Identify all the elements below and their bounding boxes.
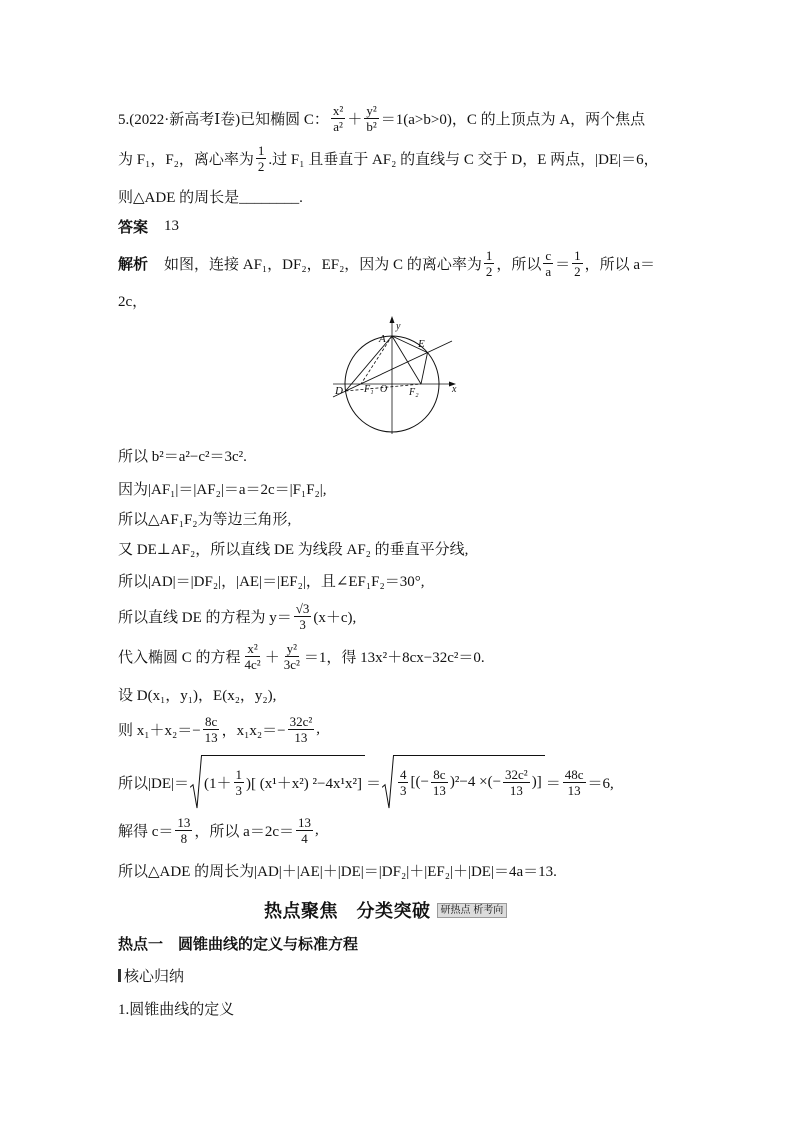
fraction [543, 248, 553, 279]
solution-line-3 [118, 443, 247, 467]
section-marker-bar-icon [118, 969, 121, 982]
hot-point-1-heading [118, 931, 358, 955]
numerator: 1 [574, 247, 581, 263]
denominator: 3 [235, 783, 243, 798]
solution-text: (x＋c), [313, 609, 357, 626]
fraction [282, 641, 302, 672]
denominator: 2 [257, 158, 265, 174]
section-heading [264, 898, 507, 922]
radical-2 [382, 755, 545, 809]
solution-line-8 [118, 596, 356, 636]
solution-line-10 [118, 682, 276, 706]
denominator: b² [366, 118, 377, 134]
numerator: 1 [235, 767, 243, 782]
plus-sign: ＋ [264, 649, 280, 666]
fraction [398, 767, 409, 798]
fraction [431, 767, 448, 798]
radical-text: )²−4 ×(− [449, 774, 502, 790]
solution-text: 代入椭圆 C 的方程 [118, 649, 241, 666]
label-y: y [396, 321, 401, 332]
equals-sign: ＝ [365, 775, 381, 792]
denominator: a [545, 263, 552, 279]
line-de [333, 341, 452, 397]
solution-text: 所以直线 DE 的方程为 y＝ [118, 609, 292, 626]
solution-line-9 [118, 636, 485, 676]
core-summary-heading [118, 963, 184, 987]
solution-text: 解得 c＝ [118, 823, 174, 840]
solution-line-7 [118, 568, 424, 592]
radical-text: (1＋ [204, 776, 232, 792]
solution-line-4 [118, 476, 327, 500]
denominator: 13 [567, 782, 581, 798]
solution-text: 所以|AD|＝|DF₂|，|AE|＝|EF₂|，且∠EF₁F₂＝30°, [118, 573, 425, 590]
equals-sign: ＝ [545, 775, 561, 792]
fraction [175, 815, 192, 846]
denominator: 8 [180, 830, 188, 846]
label-e: E [418, 338, 425, 350]
definition-item-1: 1.圆锥曲线的定义 [118, 1001, 235, 1018]
solution-label: 解析 [118, 256, 149, 273]
solution-text: 所以|DE|＝ [118, 775, 190, 792]
numerator: 48c [564, 766, 584, 782]
solution-text: , [316, 720, 321, 737]
answer-label: 答案 [118, 219, 149, 236]
denominator: 13 [204, 729, 218, 745]
numerator: x² [332, 102, 344, 118]
numerator: 1 [257, 142, 265, 158]
solution-line-14 [118, 858, 557, 882]
radical-1 [190, 755, 365, 809]
denominator: 3 [299, 616, 306, 632]
solution-text: ，所以 a＝ [584, 256, 656, 273]
label-a: A [379, 333, 386, 345]
radical-1-body [202, 755, 365, 809]
solution-line-5 [118, 506, 291, 530]
fraction [243, 641, 263, 672]
fraction [572, 248, 583, 279]
solution-text: , [315, 821, 319, 838]
y-axis-arrow [390, 316, 395, 323]
denominator: 4c² [244, 656, 261, 672]
problem-text: .过 F₁ 且垂直于 AF₂ 的直线与 C 交于 D，E 两点，|DE|＝6， [268, 151, 659, 168]
answer-line [118, 214, 179, 238]
label-x: x [452, 384, 457, 395]
radical-text: )] [531, 774, 542, 790]
solution-line-11 [118, 709, 320, 749]
list-item [118, 996, 234, 1020]
ellipse-figure [325, 312, 465, 437]
numerator: 8c [433, 767, 446, 782]
section-title: 热点聚焦 分类突破 [264, 901, 431, 921]
solution-line-13 [118, 810, 319, 850]
solution-text: ，x₁x₂＝− [221, 722, 286, 739]
radical-sign-icon [382, 755, 394, 809]
solution-text: 又 DE⊥AF₂，所以直线 DE 为线段 AF₂ 的垂直平分线, [118, 541, 469, 558]
numerator: 32c² [505, 767, 528, 782]
fraction [484, 248, 495, 279]
fraction [234, 767, 245, 798]
solution-text: 所以△AF₁F₂为等边三角形, [118, 511, 292, 528]
solution-text: 如图，连接 AF₁，DF₂，EF₂，因为 C 的离心率为 [164, 256, 482, 273]
solution-text: ，所以 [496, 256, 542, 273]
numerator: 8c [205, 713, 218, 729]
label-d: D [335, 385, 343, 397]
problem-line-2 [118, 138, 659, 178]
solution-text: 则 x₁＋x₂＝− [118, 722, 201, 739]
problem-line-3 [118, 184, 303, 208]
problem-text: 则△ADE 的周长是________. [118, 189, 303, 206]
numerator: 4 [399, 767, 407, 782]
fraction [203, 714, 220, 745]
numerator: y² [286, 640, 297, 656]
denominator: 3c² [283, 656, 300, 672]
radical-text: )[ (x¹＋x²) ²−4x¹x²] [246, 776, 362, 792]
solution-line-6 [118, 536, 468, 560]
numerator: 32c² [289, 713, 313, 729]
numerator: 1 [485, 247, 493, 263]
denominator: 2 [574, 263, 581, 279]
solution-text: 因为|AF₁|＝|AF₂|＝a＝2c＝|F₁F₂|, [118, 481, 327, 498]
numerator: √3 [295, 600, 310, 616]
numerator: y² [366, 102, 377, 118]
solution-text: 所以△ADE 的周长为|AD|＋|AE|＋|DE|＝|DF₂|＋|EF₂|＋|DE|＝4a＝13. [118, 863, 557, 880]
numerator: 13 [298, 814, 311, 830]
label-o: O [380, 384, 388, 395]
fraction [288, 714, 315, 745]
fraction [331, 103, 345, 134]
fraction [296, 815, 313, 846]
radical-sign-icon [190, 755, 202, 809]
equals-sign: ＝ [555, 256, 571, 273]
solution-text: 所以 b²＝a²−c²＝3c². [118, 448, 247, 465]
solution-text: ，所以 a＝2c＝ [194, 823, 294, 840]
problem-line-1 [118, 98, 645, 138]
core-summary-title: 核心归纳 [124, 968, 185, 985]
solution-line-12 [118, 752, 614, 812]
denominator: 3 [399, 783, 407, 798]
fraction [294, 601, 312, 632]
segment-ef2 [421, 353, 428, 384]
denominator: 2 [485, 263, 493, 279]
fraction [563, 767, 586, 798]
radical-text: [(− [410, 774, 429, 790]
solution-line-1 [118, 243, 655, 283]
fraction [503, 767, 530, 798]
numerator: 13 [177, 814, 191, 830]
denominator: 13 [432, 783, 446, 798]
label-f2: F₂ [409, 387, 419, 398]
problem-text: 5.(2022·新高考Ⅰ卷)已知椭圆 C： [118, 111, 329, 128]
solution-line-2 [118, 288, 147, 312]
numerator: x² [247, 640, 258, 656]
solution-text: ＝6, [587, 775, 614, 792]
numerator: c [545, 247, 552, 263]
denominator: 13 [294, 729, 308, 745]
solution-text: 2c， [118, 293, 148, 310]
denominator: 4 [301, 830, 308, 846]
label-f1: F₁ [364, 384, 374, 395]
denominator: 13 [509, 783, 523, 798]
radical-2-body [394, 755, 545, 809]
problem-text: 为 F₁，F₂，离心率为 [118, 151, 254, 168]
section-badge: 研热点 析考向 [437, 903, 508, 918]
hot-point-1-title: 热点一 圆锥曲线的定义与标准方程 [118, 936, 359, 953]
denominator: a² [333, 118, 343, 134]
plus-sign: ＋ [347, 111, 363, 128]
fraction [256, 143, 267, 174]
fraction [364, 103, 378, 134]
solution-text: ＝1，得 13x²＋8cx−32c²＝0. [303, 649, 485, 666]
problem-text: ＝1(a>b>0)，C 的上顶点为 A，两个焦点 [380, 111, 646, 128]
solution-text: 设 D(x₁，y₁)，E(x₂，y₂), [118, 687, 277, 704]
answer-value: 13 [164, 217, 180, 234]
